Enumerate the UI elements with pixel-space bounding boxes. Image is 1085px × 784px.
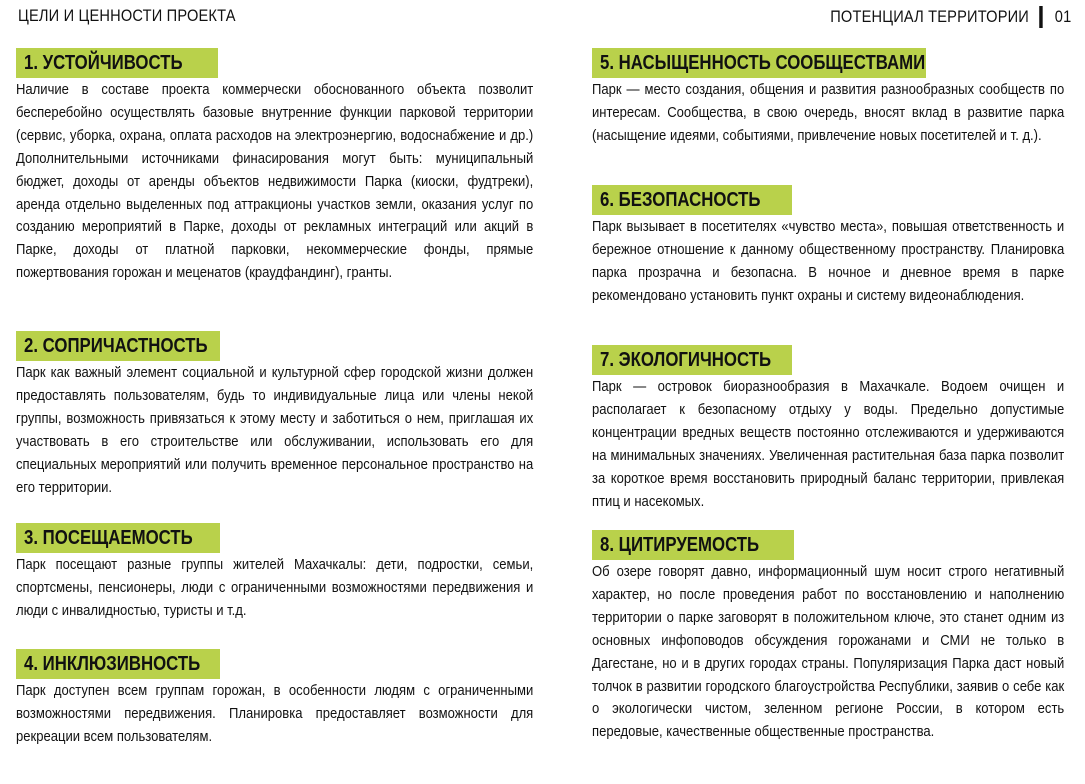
section-inclusivity <box>16 649 533 749</box>
section-heading-band <box>16 48 218 78</box>
section-body: Парк — островок биоразнообразия в Махачкале. Водоем очищен и располагает к безопасному отдыху у воды. Предельно допустимые концентрации вредных веществ постоянно отслеживаются и удерживаются на минимальных значениях. Увеличенная растительная база парка позволит за короткое время восстановить природный баланс территории, привлекая птиц и насекомых. <box>592 378 1065 510</box>
section-heading: 1. УСТОЙЧИВОСТЬ <box>24 51 183 74</box>
section-ecology <box>592 345 1064 513</box>
section-body: Об озере говорят давно, информационный шум носит строго негативный характер, но после проведения работ по восстановлению и наполнению территории о парке заговорят в положительном ключе, это станет одним из основных инфоповодов обсуждения горожанами и СМИ не только в Дагестане, но и в других городах страны. Популяризация Парка даст новый толчок в развитии городского благоустройства Республики, заявив о себе как о экологически чистом, зеленном регионе России, в котором есть передовые, качественные общественные пространства. <box>592 563 1065 741</box>
section-communities <box>592 48 1064 148</box>
section-heading-band <box>592 345 792 375</box>
section-heading: 4. ИНКЛЮЗИВНОСТЬ <box>24 652 201 675</box>
section-heading-band <box>592 530 794 560</box>
section-body: Парк доступен всем группам горожан, в особенности людям с ограниченными возможностями передвижения. Планировка предоставляет возможности для рекреации всем пользователям. <box>16 682 534 745</box>
section-body: Парк посещают разные группы жителей Махачкалы: дети, подростки, семьи, спортсмены, пенсионеры, люди с ограниченными возможностями передвижения и люди с инвалидностью, туристы и т.д. <box>16 556 534 619</box>
section-heading-band <box>16 649 220 679</box>
section-heading: 5. НАСЫЩЕННОСТЬ СООБЩЕСТВАМИ <box>600 51 926 74</box>
section-heading: 3. ПОСЕЩАЕМОСТЬ <box>24 526 193 549</box>
section-safety <box>592 185 1064 308</box>
section-citation <box>592 530 1064 744</box>
section-body: Парк — место создания, общения и развития разнообразных сообществ по интересам. Сообщества, в свою очередь, вносят вклад в развитие парка (насыщение идеями, событиями, привлечение новых посетителей и т. д.). <box>592 81 1065 144</box>
section-heading-band <box>16 523 220 553</box>
section-heading: 6. БЕЗОПАСНОСТЬ <box>600 188 761 211</box>
section-body: Парк вызывает в посетителях «чувство места», повышая ответственность и бережное отношение к данному общественному пространству. Планировка парка прозрачна и безопасна. В ночное и дневное время в парке рекомендовано установить пункт охраны и систему видеонаблюдения. <box>592 218 1065 304</box>
page-header-right <box>830 6 1071 28</box>
section-body: Наличие в составе проекта коммерчески обоснованного объекта позволит бесперебойно осуществлять базовые внутренние функции парковой территории (сервис, уборка, охрана, оплата расходов на электроэнергию, водоснабжение и др.) Дополнительными источниками финасирования могут быть: муниципальный бюджет, доходы от аренды объектов недвижимости Парка (киоски, фудтреки), аренда отдельно выделенных под аттракционы участков земли, оказания услуг по созданию мероприятий в Парке, доходы от рекламных интеграций или акций в Парке, доходы от платной парковки, некоммерческие фонды, прямые пожертвования горожан и меценатов (краудфандинг), гранты. <box>16 81 534 282</box>
section-attendance <box>16 523 533 623</box>
page-number: 01 <box>1054 7 1071 26</box>
section-heading: 7. ЭКОЛОГИЧНОСТЬ <box>600 348 772 371</box>
section-heading-band <box>592 185 792 215</box>
section-heading: 2. СОПРИЧАСТНОСТЬ <box>24 334 208 357</box>
header-divider <box>1039 6 1042 28</box>
section-heading-band <box>592 48 926 78</box>
section-heading: 8. ЦИТИРУЕМОСТЬ <box>600 533 760 556</box>
section-title: ПОТЕНЦИАЛ ТЕРРИТОРИИ <box>829 7 1029 26</box>
document-title: ЦЕЛИ И ЦЕННОСТИ ПРОЕКТА <box>18 6 236 25</box>
section-heading-band <box>16 331 220 361</box>
section-sustainability <box>16 48 533 285</box>
section-involvement <box>16 331 533 499</box>
section-body: Парк как важный элемент социальной и культурной сфер городской жизни должен предоставлять пользователям, будь то индивидуальные лица или члены некой группы, возможность привязаться к этому месту и заботиться о нем, приглашая их участвовать в его строительстве или обслуживании, использовать его для специальных мероприятий или получить временное персональное пространство на его территории. <box>16 364 534 496</box>
